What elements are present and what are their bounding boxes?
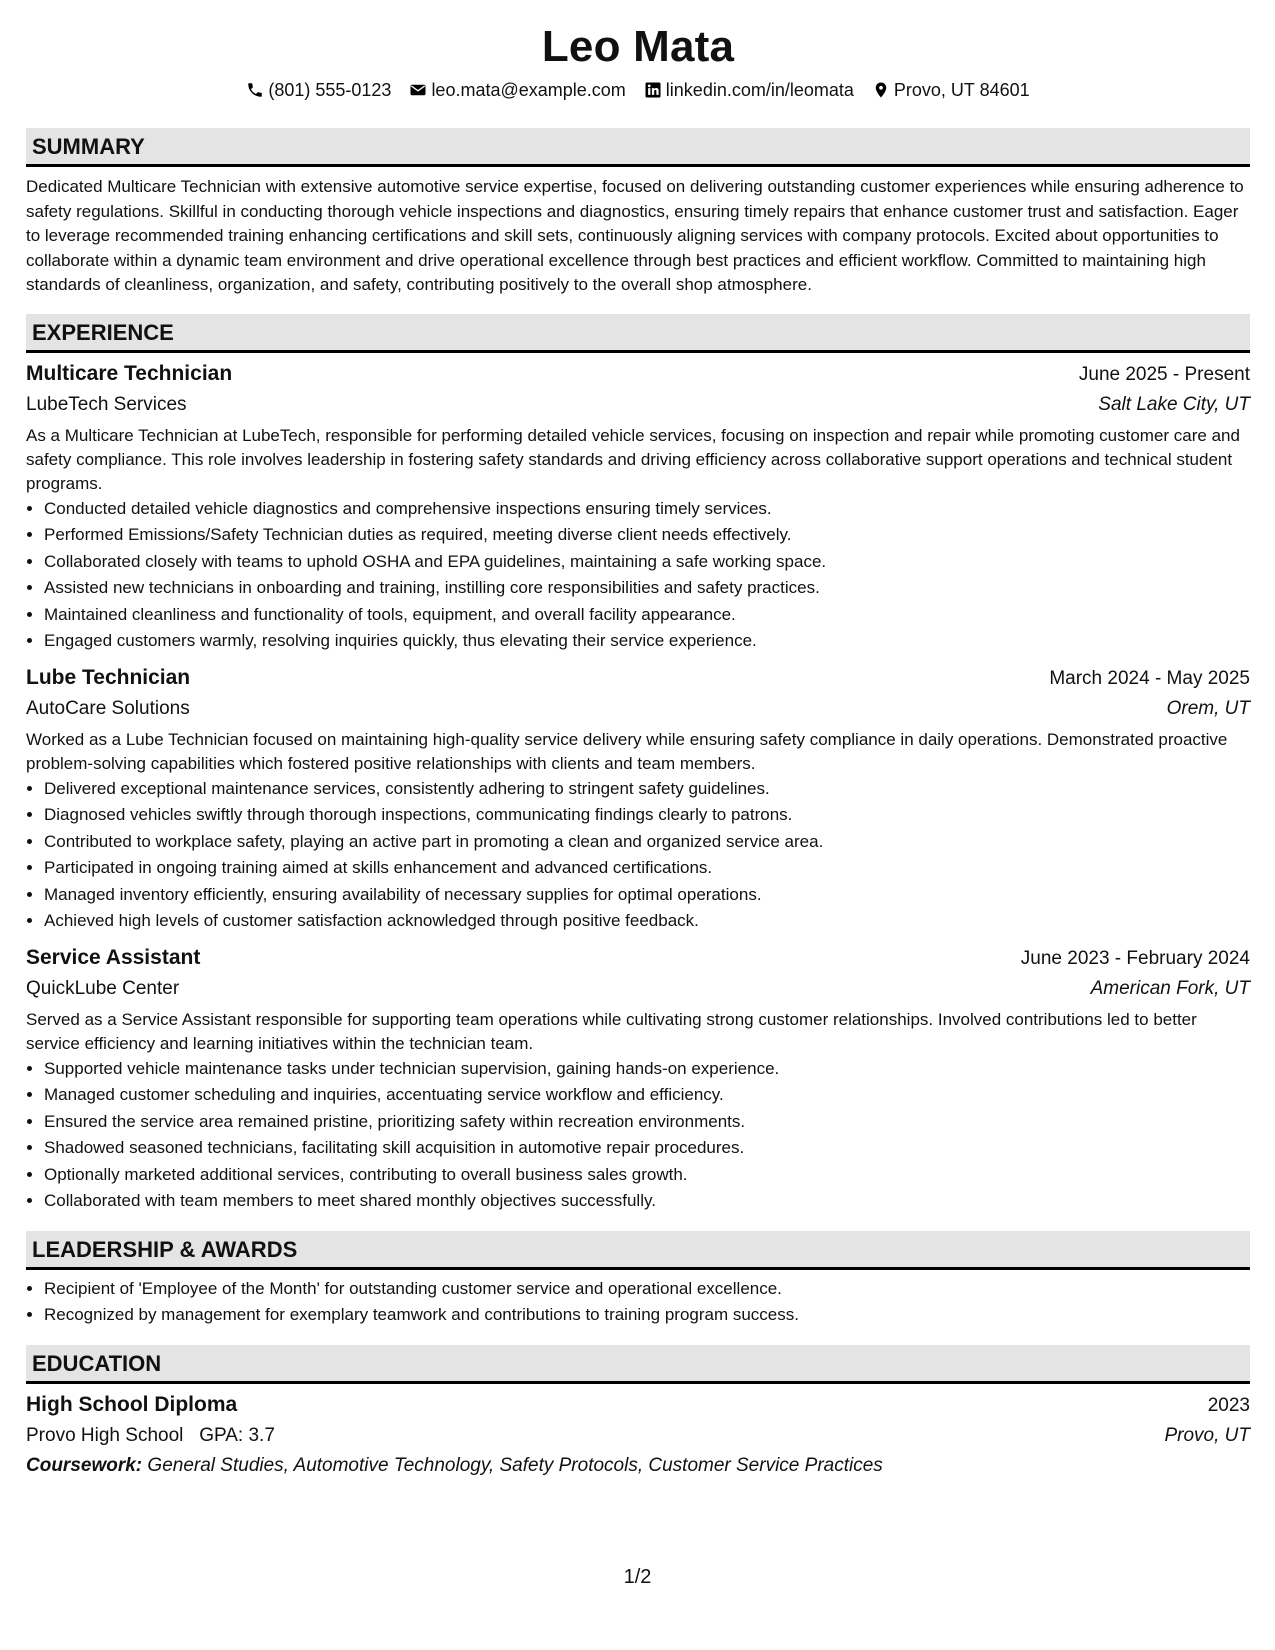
list-item: • Diagnosed vehicles swiftly through thorough inspections, communicating findings clearly to patrons.: [44, 802, 1250, 829]
list-item: • Ensured the service area remained pristine, prioritizing safety within recreation environments.: [44, 1109, 1250, 1136]
leadership-bullets: [26, 1276, 1250, 1329]
job-bullets: [26, 776, 1250, 935]
list-item: • Shadowed seasoned technicians, facilitating skill acquisition in automotive repair procedures.: [44, 1135, 1250, 1162]
page-number: 1/2: [623, 1566, 652, 1588]
list-item: • Supported vehicle maintenance tasks under technician supervision, gaining hands-on experience.: [44, 1056, 1250, 1083]
linkedin-icon: [644, 81, 662, 99]
contact-location: [872, 78, 1030, 102]
summary-text: Dedicated Multicare Technician with extensive automotive service expertise, focused on delivering outstanding customer experiences while ensuring adherence to safety regulations. Skillful in conducting thorough vehicle inspections and diagnostics, ensuring timely repairs that enhance customer trust and satisfaction. Eager to leverage recommended training enhancing certifications and skill sets, continuously aligning services with company protocols. Excited about opportunities to collaborate within a dynamic team environment and drive operational excellence through best practices and efficient workflow. Committed to maintaining high standards of cleanliness, organization, and safety, contributing positively to the overall shop atmosphere.: [26, 177, 1244, 294]
job-dates: June 2023 - February 2024: [1020, 947, 1250, 969]
list-item: • Recipient of 'Employee of the Month' for outstanding customer service and operational excellence.: [44, 1276, 1250, 1303]
job-title: Lube Technician: [26, 665, 191, 689]
job-title: Service Assistant: [26, 945, 201, 969]
job-company: LubeTech Services: [26, 393, 187, 415]
job-entry: [26, 943, 1250, 1215]
list-item: • Delivered exceptional maintenance services, consistently adhering to stringent safety guidelines.: [44, 776, 1250, 803]
job-bullets: [26, 1056, 1250, 1215]
map-pin-icon: [872, 81, 890, 99]
leadership-section: [26, 1231, 1250, 1329]
list-item: • Conducted detailed vehicle diagnostics and comprehensive inspections ensuring timely services.: [44, 496, 1250, 523]
graduation-year: 2023: [1207, 1394, 1250, 1416]
phone-icon: [246, 81, 264, 99]
job-entry: [26, 359, 1250, 655]
resume-page: [26, 22, 1250, 1481]
job-location: Orem, UT: [1166, 697, 1250, 719]
school-info: [26, 1421, 275, 1451]
coursework-label: Coursework:: [26, 1454, 143, 1476]
list-item: • Managed customer scheduling and inquiries, accentuating service workflow and efficiency.: [44, 1082, 1250, 1109]
school-name: Provo High School: [26, 1424, 184, 1446]
job-location: American Fork, UT: [1090, 977, 1250, 999]
candidate-name: Leo Mata: [541, 22, 735, 71]
list-item: • Assisted new technicians in onboarding and training, instilling core responsibilities and safety practices.: [44, 575, 1250, 602]
contact-bar: [26, 78, 1250, 102]
list-item: • Recognized by management for exemplary teamwork and contributions to training program success.: [44, 1302, 1250, 1329]
job-location: Salt Lake City, UT: [1098, 393, 1250, 415]
job-entry: [26, 663, 1250, 935]
education-section: [26, 1345, 1250, 1481]
job-company: AutoCare Solutions: [26, 697, 190, 719]
job-description: Worked as a Lube Technician focused on maintaining high-quality service delivery while ensuring safety compliance in daily operations. Demonstrated proactive problem-solving capabilities which fostered positive relationships with clients and team members.: [26, 729, 1228, 773]
section-heading-leadership: LEADERSHIP & AWARDS: [26, 1231, 1250, 1270]
phone-text: (801) 555-0123: [268, 80, 392, 100]
linkedin-text[interactable]: linkedin.com/in/leomata: [665, 80, 854, 100]
list-item: • Performed Emissions/Safety Technician duties as required, meeting diverse client needs effectively.: [44, 522, 1250, 549]
list-item: • Collaborated with team members to meet shared monthly objectives successfully.: [44, 1188, 1250, 1215]
list-item: • Optionally marketed additional services, contributing to overall business sales growth.: [44, 1162, 1250, 1189]
section-heading-experience: EXPERIENCE: [26, 314, 1250, 353]
location-text: Provo, UT 84601: [893, 80, 1030, 100]
list-item: • Maintained cleanliness and functionality of tools, equipment, and overall facility appearance.: [44, 602, 1250, 629]
job-description: Served as a Service Assistant responsible for supporting team operations while cultivating strong customer relationships. Involved contributions led to better service efficiency and learning initiatives within the technician team.: [26, 1009, 1197, 1053]
experience-section: [26, 314, 1250, 1215]
coursework: [26, 1451, 1250, 1481]
list-item: • Contributed to workplace safety, playing an active part in promoting a clean and organized service area.: [44, 829, 1250, 856]
job-description: As a Multicare Technician at LubeTech, responsible for performing detailed vehicle services, focusing on inspection and repair while promoting customer care and safety compliance. This role involves leadership in fostering safety standards and driving efficiency across collaborative support operations and technical student programs.: [26, 425, 1240, 493]
contact-linkedin[interactable]: [644, 78, 854, 102]
gpa: GPA: 3.7: [199, 1424, 275, 1446]
list-item: • Achieved high levels of customer satisfaction acknowledged through positive feedback.: [44, 908, 1250, 935]
job-company: QuickLube Center: [26, 977, 180, 999]
job-dates: March 2024 - May 2025: [1049, 667, 1250, 689]
coursework-list: General Studies, Automotive Technology, Safety Protocols, Customer Service Practices: [147, 1454, 883, 1476]
list-item: • Managed inventory efficiently, ensuring availability of necessary supplies for optimal operations.: [44, 882, 1250, 909]
degree: High School Diploma: [26, 1392, 238, 1416]
section-heading-summary: SUMMARY: [26, 128, 1250, 167]
summary-section: [26, 128, 1250, 298]
email-text[interactable]: leo.mata@example.com: [431, 80, 626, 100]
section-heading-education: EDUCATION: [26, 1345, 1250, 1384]
contact-phone: [246, 78, 391, 102]
job-title: Multicare Technician: [26, 361, 233, 385]
job-bullets: [26, 496, 1250, 655]
list-item: • Engaged customers warmly, resolving inquiries quickly, thus elevating their service experience.: [44, 628, 1250, 655]
list-item: • Collaborated closely with teams to uphold OSHA and EPA guidelines, maintaining a safe working space.: [44, 549, 1250, 576]
education-entry: [26, 1390, 1250, 1481]
list-item: • Participated in ongoing training aimed at skills enhancement and advanced certifications.: [44, 855, 1250, 882]
school-location: Provo, UT: [1164, 1424, 1250, 1446]
contact-email[interactable]: [409, 78, 625, 102]
envelope-icon: [409, 81, 427, 99]
job-dates: June 2025 - Present: [1078, 363, 1250, 385]
